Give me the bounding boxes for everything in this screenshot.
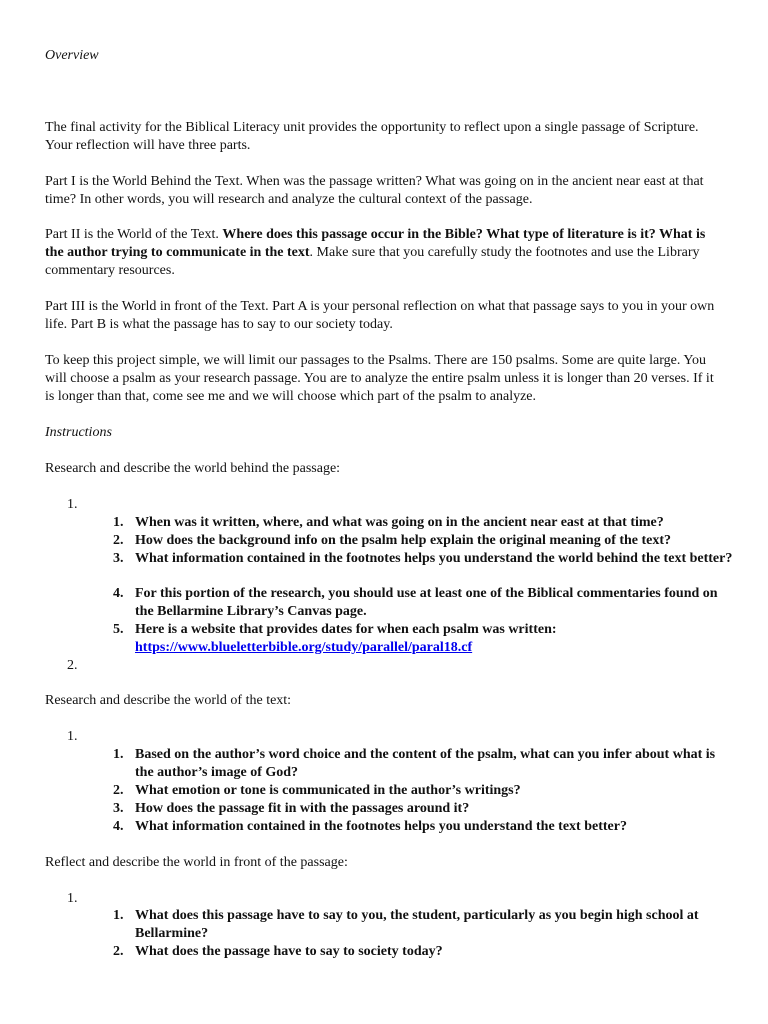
item-number: 2. bbox=[113, 944, 124, 959]
item-number: 4. bbox=[113, 586, 124, 601]
section2-lead: Research and describe the world of the text: bbox=[45, 693, 292, 708]
section1-item-3 bbox=[113, 550, 735, 568]
section2-item-1 bbox=[113, 746, 735, 782]
section3-item-1 bbox=[113, 907, 735, 943]
section1-item-4 bbox=[113, 585, 735, 621]
section2-item-4 bbox=[113, 818, 735, 836]
item-number: 1. bbox=[113, 747, 124, 762]
psalm-dates-link[interactable]: https://www.blueletterbible.org/study/parallel/paral18.cf bbox=[135, 640, 473, 655]
intro-paragraph-3 bbox=[45, 226, 721, 280]
item-number: 1. bbox=[113, 515, 124, 530]
item-text: How does the passage fit in with the passages around it? bbox=[135, 801, 470, 816]
section3-item-2 bbox=[113, 943, 735, 961]
item-number: 4. bbox=[113, 819, 124, 834]
overview-heading: Overview bbox=[45, 48, 99, 63]
item-number: 3. bbox=[113, 551, 124, 566]
item-text: What information contained in the footnotes helps you understand the text better? bbox=[135, 819, 627, 834]
instructions-heading: Instructions bbox=[45, 425, 112, 440]
section1-item-1 bbox=[113, 514, 735, 532]
section3-outer-number-1: 1. bbox=[67, 891, 78, 906]
p3-end: . Make sure that you carefully study the footnotes and use the Library commentary resources. bbox=[45, 245, 700, 278]
item-number: 3. bbox=[113, 801, 124, 816]
intro-paragraph-4: Part III is the World in front of the Text. Part A is your personal reflection on what that passage says to you in your own life. Part B is what the passage has to say to our society today. bbox=[45, 299, 715, 332]
item-text: For this portion of the research, you should use at least one of the Biblical commentaries found on the Bellarmine Library’s Canvas page. bbox=[135, 586, 718, 619]
section2-outer-number-1: 1. bbox=[67, 729, 78, 744]
item-text: How does the background info on the psalm help explain the original meaning of the text? bbox=[135, 533, 672, 548]
item-text: When was it written, where, and what was going on in the ancient near east at that time? bbox=[135, 515, 664, 530]
item-text: What emotion or tone is communicated in the author’s writings? bbox=[135, 783, 521, 798]
item-number: 1. bbox=[113, 908, 124, 923]
item-text: Based on the author’s word choice and the content of the psalm, what can you infer about what is the author’s image of God? bbox=[135, 747, 716, 780]
item-number: 2. bbox=[113, 533, 124, 548]
item-text: What information contained in the footnotes helps you understand the world behind the text better? bbox=[135, 551, 733, 566]
intro-paragraph-2: Part I is the World Behind the Text. When was the passage written? What was going on in the ancient near east at that time? In other words, you will research and analyze the cultural context of the passage. bbox=[45, 174, 704, 207]
intro-paragraph-5: To keep this project simple, we will limit our passages to the Psalms. There are 150 psalms. Some are quite large. You will choose a psalm as your research passage. You are to analyze the entire psalm unless it is longer than 20 verses. If it is longer than that, come see me and we will choose which part of the psalm to analyze. bbox=[45, 353, 714, 404]
section1-item-5 bbox=[113, 621, 735, 657]
intro-paragraph-1: The final activity for the Biblical Literacy unit provides the opportunity to reflect upon a single passage of Scripture. Your reflection will have three parts. bbox=[45, 120, 699, 153]
section2-item-3 bbox=[113, 800, 735, 818]
item-number: 2. bbox=[113, 783, 124, 798]
section1-item-2 bbox=[113, 532, 735, 550]
section1-outer-number-1: 1. bbox=[67, 497, 78, 512]
item-text: What does the passage have to say to society today? bbox=[135, 944, 443, 959]
section2-item-2 bbox=[113, 782, 735, 800]
section1-lead: Research and describe the world behind the passage: bbox=[45, 461, 341, 476]
section3-lead: Reflect and describe the world in front of the passage: bbox=[45, 855, 348, 870]
item-text: Here is a website that provides dates for when each psalm was written: bbox=[135, 622, 557, 637]
item-text: What does this passage have to say to you, the student, particularly as you begin high school at Bellarmine? bbox=[135, 908, 699, 941]
p3-bold-questions: Where does this passage occur in the Bible? What type of literature is it? What is the author trying to communicate in the text bbox=[45, 227, 706, 260]
section1-outer-number-2: 2. bbox=[67, 658, 78, 673]
item-number: 5. bbox=[113, 622, 124, 637]
p3-start: Part II is the World of the Text. bbox=[45, 227, 223, 242]
